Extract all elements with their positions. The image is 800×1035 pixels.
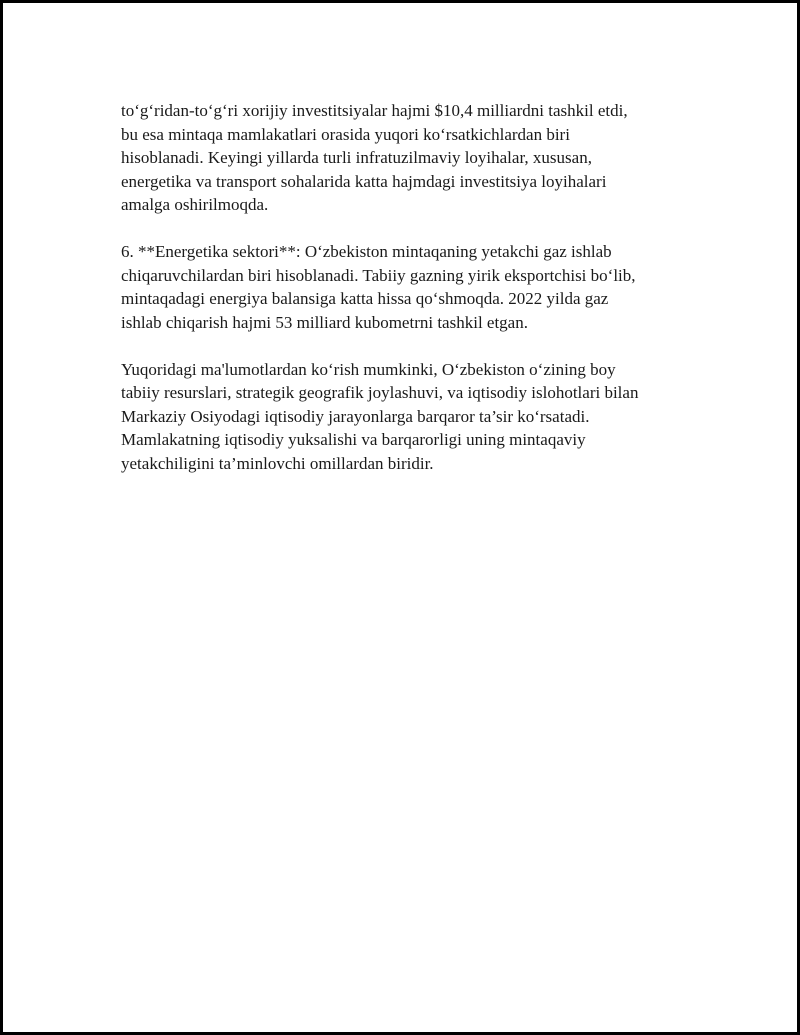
paragraph-conclusion: Yuqoridagi ma'lumotlardan ko‘rish mumkinki, O‘zbekiston o‘zining boy tabiiy resurslari, strategik geografik joylashuvi, va iqtisodiy islohotlari bilan Markaziy Osiyodagi iqtisodiy jarayonlarga barqaror ta’sir ko‘rsatadi. Mamlakatning iqtisodiy yuksalishi va barqarorligi uning mintaqaviy yetakchiligini ta’minlovchi omillardan biridir. (121, 359, 639, 473)
document-body (121, 99, 686, 499)
paragraph-energy-sector: 6. **Energetika sektori**: O‘zbekiston mintaqaning yetakchi gaz ishlab chiqaruvchilardan biri hisoblanadi. Tabiiy gazning yirik eksportchisi bo‘lib, mintaqadagi energiya balansiga katta hissa qo‘shmoqda. 2022 yilda gaz ishlab chiqarish hajmi 53 milliard kubometrni tashkil etgan. (121, 242, 636, 332)
paragraph-investments: to‘g‘ridan-to‘g‘ri xorijiy investitsiyalar hajmi $10,4 milliardni tashkil etdi, bu esa mintaqa mamlakatlari orasida yuqori ko‘rsatkichlardan biri hisoblanadi. Keyingi yillarda turli infratuzilmaviy loyihalar, xususan, energetika va transport sohalarida katta hajmdagi investitsiya loyihalari amalga oshirilmoqda. (121, 101, 628, 214)
